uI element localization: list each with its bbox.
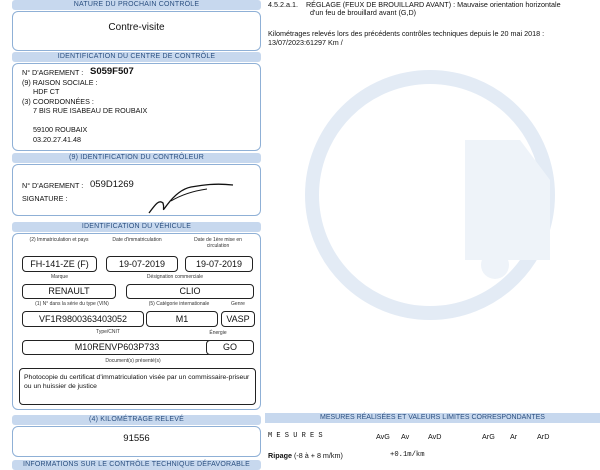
immat-value: FH-141-ZE (F): [22, 256, 97, 272]
vehicule-header: IDENTIFICATION DU VÉHICULE: [12, 222, 261, 232]
kilometrage-value: 91556: [123, 433, 150, 444]
designation-label: Désignation commerciale: [146, 274, 204, 280]
col-avd: AvD: [428, 432, 442, 441]
controleur-header: (9) IDENTIFICATION DU CONTRÔLEUR: [12, 153, 261, 163]
ripage-row: [268, 451, 343, 460]
immat-label: (2) Immatriculation et pays: [29, 237, 89, 243]
controleur-agrement-label: N° D'AGREMENT :: [22, 181, 84, 190]
signature-label: SIGNATURE :: [22, 194, 68, 203]
phone: 03.20.27.41.48: [33, 135, 81, 144]
documents-value: Photocopie du certificat d'immatriculation visée par un commissaire-priseur ou un huissier de justice: [19, 368, 256, 405]
mesures-label: M E S U R E S: [268, 432, 323, 440]
mesures-header: MESURES RÉALISÉES ET VALEURS LIMITES CORRESPONDANTES: [265, 413, 600, 423]
kilometrage-panel: [12, 426, 261, 457]
defect-block: [268, 1, 598, 17]
centre-agrement-label: N° D'AGREMENT :: [22, 68, 84, 77]
defect-code: 4.5.2.a.1.: [268, 0, 298, 9]
raison-sociale-label: (9) RAISON SOCIALE :: [22, 78, 98, 87]
date-first-label: Date de 1ère mise en circulation: [194, 237, 242, 249]
marque-value: RENAULT: [22, 284, 116, 299]
centre-header: IDENTIFICATION DU CENTRE DE CONTRÔLE: [12, 52, 261, 62]
controleur-panel: [12, 164, 261, 216]
watermark-logo: [290, 60, 590, 330]
date-first-value: 19-07-2019: [185, 256, 253, 272]
ripage-label: Ripage: [268, 451, 292, 460]
col-av: Av: [401, 432, 410, 441]
km-history-line2: 13/07/2023:61297 Km /: [268, 38, 343, 47]
date-immat-value: 19-07-2019: [106, 256, 178, 272]
prochain-controle-panel: [12, 11, 261, 51]
raison-sociale-value: HDF CT: [33, 87, 60, 96]
vehicule-panel: [12, 233, 261, 410]
prochain-controle-value: Contre-visite: [108, 22, 165, 33]
marque-label: Marque: [51, 274, 68, 280]
coordonnees-label: (3) COORDONNÉES :: [22, 97, 94, 106]
energie-label: Énergie: [209, 330, 227, 336]
col-avg: AvG: [376, 432, 390, 441]
controleur-agrement-value: 059D1269: [90, 179, 134, 190]
energie-value: GO: [206, 340, 254, 355]
ripage-value: +0.1m/km: [390, 451, 425, 459]
col-ar: Ar: [510, 432, 518, 441]
type-label: Type/CNIT: [96, 329, 120, 335]
vin-value: VF1R9800363403052: [22, 311, 144, 327]
vin-label: (1) N° dans la série du type (VIN): [35, 301, 109, 307]
ripage-range: (-8 à + 8 m/km): [293, 451, 343, 460]
km-history-line1: Kilométrages relevés lors des précédents contrôles techniques depuis le 20 mai 2018 :: [268, 29, 545, 38]
defect-text-line1: RÉGLAGE (FEUX DE BROUILLARD AVANT) : Mauvaise orientation horizontale: [305, 0, 561, 9]
address-line2: 59100 ROUBAIX: [33, 125, 88, 134]
defavorable-header: INFORMATIONS SUR LE CONTRÔLE TECHNIQUE DÉFAVORABLE: [12, 460, 261, 470]
genre-value: VASP: [221, 311, 255, 327]
genre-label: Genre: [231, 301, 245, 307]
categorie-label: (5) Catégorie internationale: [148, 301, 210, 307]
type-value: M10RENVP603P733: [22, 340, 212, 355]
documents-label: Document(s) présenté(s): [105, 358, 161, 364]
col-ard: ArD: [537, 432, 550, 441]
prochain-controle-header: NATURE DU PROCHAIN CONTRÔLE: [12, 0, 261, 10]
designation-value: CLIO: [126, 284, 254, 299]
defect-text-line2: d'un feu de brouillard avant (G,D): [310, 8, 417, 17]
signature-image: [141, 175, 241, 216]
kilometrage-header: (4) KILOMÉTRAGE RELEVÉ: [12, 415, 261, 425]
col-arg: ArG: [482, 432, 495, 441]
centre-panel: [12, 63, 261, 151]
categorie-value: M1: [146, 311, 218, 327]
km-history: [268, 29, 544, 47]
address-line1: 7 BIS RUE ISABEAU DE ROUBAIX: [33, 106, 148, 115]
date-immat-label: Date d'immatriculation: [112, 237, 162, 243]
centre-agrement-value: S059F507: [90, 66, 134, 77]
